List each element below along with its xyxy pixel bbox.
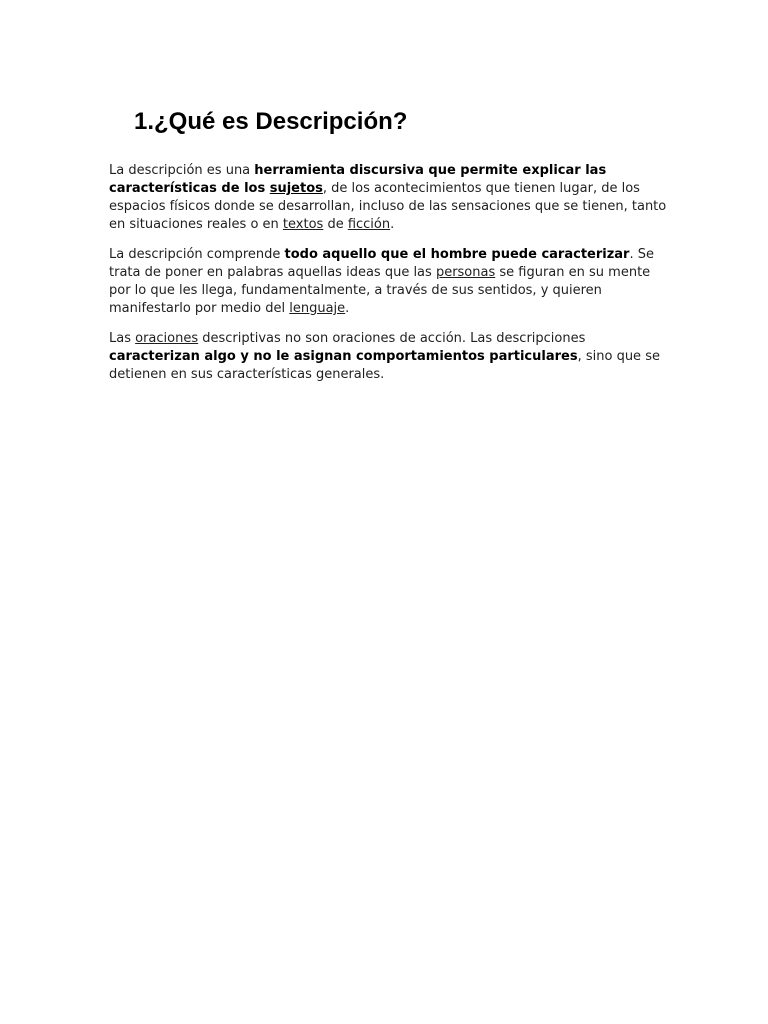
paragraph-1 <box>109 162 669 234</box>
paragraph-3 <box>109 330 669 384</box>
p1-text-4: . <box>390 217 395 232</box>
link-textos[interactable]: textos <box>282 217 324 232</box>
link-lenguaje[interactable]: lenguaje <box>289 301 346 316</box>
p1-text-2: , de los acontecimientos que tienen lugar, de los espacios físicos donde se desarrollan, incluso de las sensaciones que se tienen, tanto en situaciones reales o en <box>109 181 667 232</box>
link-personas[interactable]: personas <box>435 265 496 280</box>
p2-text-4: . <box>345 301 350 316</box>
p3-text-1: Las <box>109 331 136 346</box>
paragraph-2 <box>109 246 669 318</box>
p3-bold-1: caracterizan algo y no le asignan comportamientos particulares <box>109 349 578 364</box>
p2-text-2: . Se trata de poner en palabras aquellas ideas que las <box>109 247 654 280</box>
link-oraciones[interactable]: oraciones <box>135 331 199 346</box>
p2-bold-1: todo aquello que el hombre puede caracterizar <box>284 247 630 262</box>
p1-bold-text: herramienta discursiva que permite explicar las características de los <box>109 163 607 196</box>
p3-text-3: , sino que se detienen en sus características generales. <box>109 349 660 382</box>
document-title: 1.¿Qué es Descripción? <box>134 108 408 135</box>
p3-text-2: descriptivas no son oraciones de acción. Las descripciones <box>198 331 586 346</box>
link-ficcion[interactable]: ficción <box>347 217 391 232</box>
link-sujetos[interactable]: sujetos <box>269 181 323 196</box>
p1-text-3: de <box>323 217 348 232</box>
p1-text-1: La descripción es una <box>109 163 255 178</box>
p2-text-1: La descripción comprende <box>109 247 285 262</box>
p2-text-3: se figuran en su mente por lo que les llega, fundamentalmente, a través de sus sentidos, y quieren manifestarlo por medio del <box>109 265 651 316</box>
document-body <box>109 162 669 396</box>
